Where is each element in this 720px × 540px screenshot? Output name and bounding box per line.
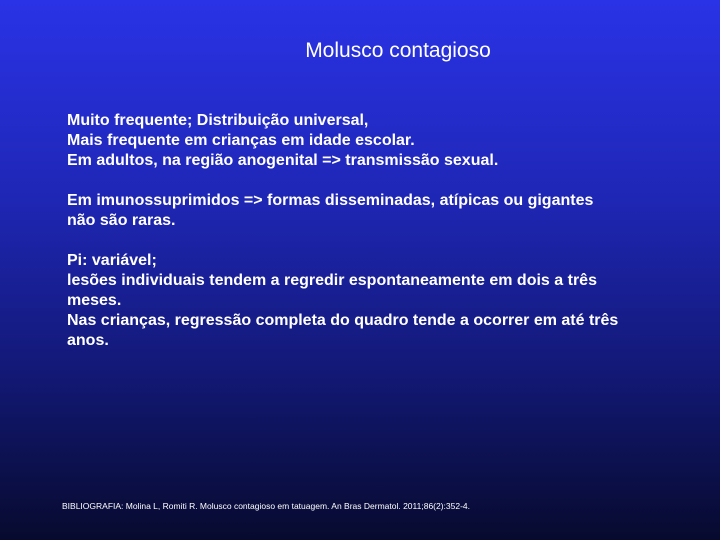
- text-line: Nas crianças, regressão completa do quadro tende a ocorrer em até três: [67, 312, 619, 329]
- text-line: Em adultos, na região anogenital => transmissão sexual.: [67, 152, 499, 169]
- text-line: Mais frequente em crianças em idade escolar.: [67, 132, 415, 149]
- text-line: meses.: [67, 292, 122, 309]
- paragraph-1: [67, 111, 707, 171]
- text-line: não são raras.: [67, 212, 176, 229]
- bibliography: BIBLIOGRAFIA: Molina L, Romiti R. Molusco contagioso em tatuagem. An Bras Dermatol. 2011;86(2):352-4.: [62, 501, 471, 511]
- text-line: Muito frequente; Distribuição universal,: [67, 112, 369, 129]
- text-line: anos.: [67, 332, 109, 349]
- paragraph-2: [67, 191, 707, 231]
- text-line: Em imunossuprimidos => formas disseminadas, atípicas ou gigantes: [67, 192, 594, 209]
- slide-body: [67, 111, 707, 371]
- paragraph-3: [67, 251, 707, 351]
- text-line: lesões individuais tendem a regredir espontaneamente em dois a três: [67, 272, 597, 289]
- slide-title: Molusco contagioso: [305, 39, 491, 62]
- text-line: Pi: variável;: [67, 252, 157, 269]
